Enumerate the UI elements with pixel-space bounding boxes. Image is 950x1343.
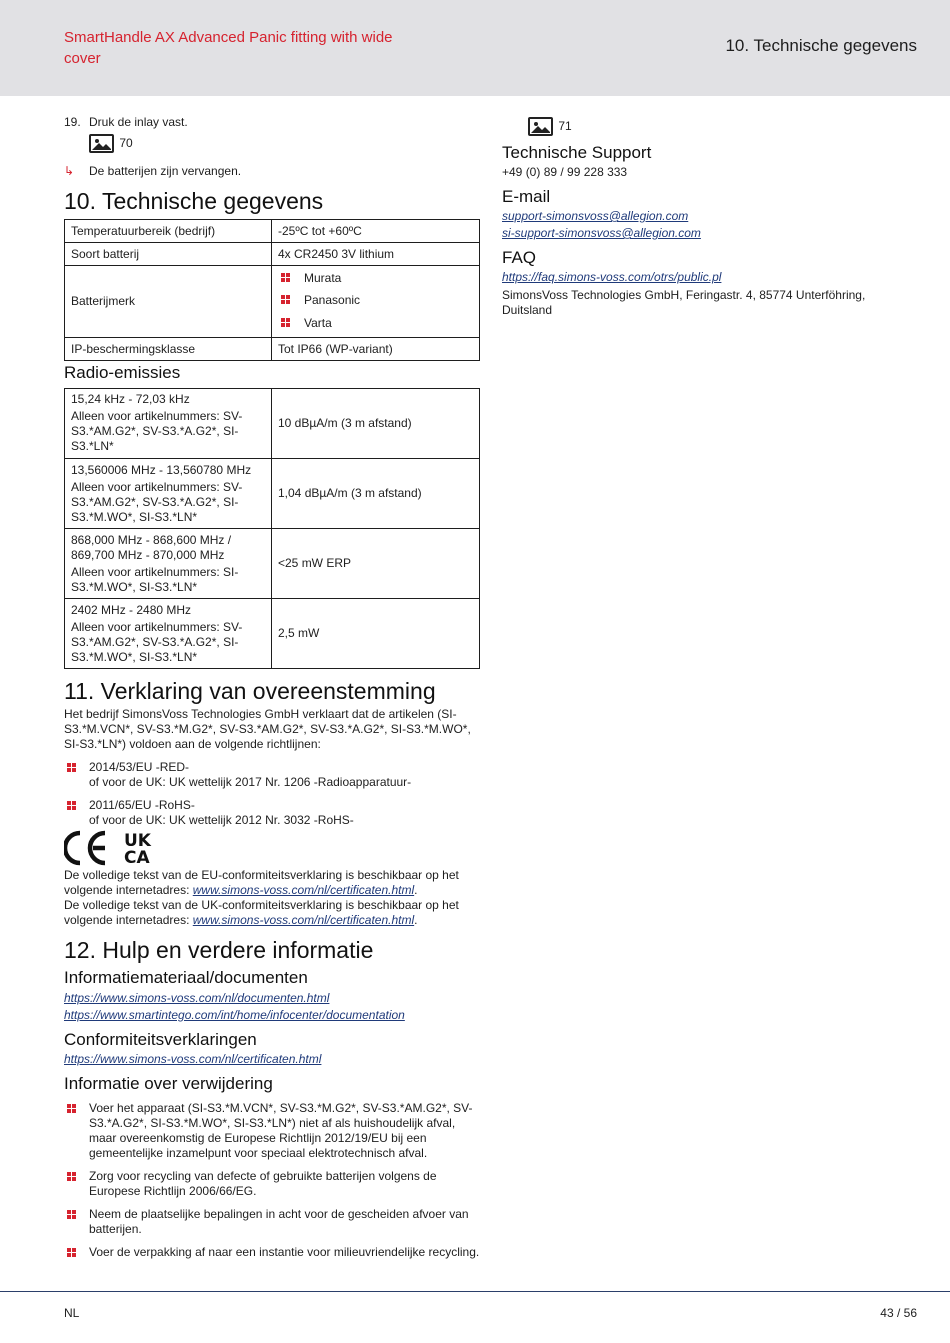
table-row bbox=[65, 599, 480, 669]
frequency-range: 15,24 kHz - 72,03 kHz bbox=[71, 392, 190, 406]
disposal-text: Neem de plaatselijke bepalingen in acht voor de gescheiden afvoer van batterijen. bbox=[89, 1207, 469, 1236]
ukca-top: UK bbox=[124, 831, 151, 851]
article-note: Alleen voor artikelnummers: SV-S3.*AM.G2*, SV-S3.*A.G2*, SI-S3.*LN* bbox=[71, 409, 243, 453]
disposal-text: Voer het apparaat (SI-S3.*M.VCN*, SV-S3.*M.G2*, SV-S3.*AM.G2*, SV-S3.*A.G2*, SI-S3.*M.WO*, SI-S3.*LN*) niet af als huishoudelijk afval, maar overeenkomstig de Europese Richtlijn 2012/19/EU bij een gemeentelijke inzamelpunt voor speciaal elektrotechnisch afval. bbox=[89, 1101, 473, 1160]
list-item bbox=[64, 1207, 480, 1237]
frequency-range: 13,560006 MHz - 13,560780 MHz bbox=[71, 462, 252, 477]
figure-ref-71 bbox=[528, 117, 572, 136]
support-title: Technische Support bbox=[502, 143, 652, 162]
ce-ukca-logo bbox=[64, 830, 159, 866]
brand-name: Varta bbox=[304, 316, 332, 330]
list-item bbox=[64, 1245, 480, 1260]
table-cell: Soort batterij bbox=[65, 243, 272, 266]
disposal-title: Informatie over verwijdering bbox=[64, 1074, 273, 1093]
disposal-list bbox=[64, 1101, 480, 1260]
section-12-title: 12. Hulp en verdere informatie bbox=[64, 937, 374, 963]
emission-value: <25 mW ERP bbox=[272, 529, 480, 599]
emission-value: 1,04 dBµA/m (3 m afstand) bbox=[272, 459, 480, 529]
frequency-cell bbox=[65, 459, 272, 529]
figure-number: 71 bbox=[558, 118, 572, 133]
figure-ref-70 bbox=[89, 134, 133, 153]
documents-link[interactable]: https://www.simons-voss.com/nl/documenten.html bbox=[64, 991, 330, 1005]
radio-emissions-title: Radio-emissies bbox=[64, 363, 181, 382]
table-cell: Temperatuurbereik (bedrijf) bbox=[65, 220, 272, 243]
conformity-intro: Het bedrijf SimonsVoss Technologies GmbH verklaart dat de artikelen (SI-S3.*M.VCN*, SV-S3.*M.G2*, SV-S3.*AM.G2*, SV-S3.*A.G2*, SI-S3.*M.WO*, SI-S3.*LN*) voldoen aan de volgende richtlijnen: bbox=[64, 707, 471, 751]
table-row bbox=[65, 338, 480, 361]
frequency-range: 868,000 MHz - 868,600 MHz / 869,700 MHz - 870,000 MHz bbox=[71, 532, 232, 562]
result-arrow-icon: ↳ bbox=[64, 164, 75, 178]
brand-name: Panasonic bbox=[304, 293, 361, 307]
bullet-icon bbox=[281, 318, 290, 327]
uk-text: De volledige tekst van de UK-conformiteitsverklaring is beschikbaar op het volgende internetadres: bbox=[64, 898, 459, 927]
directives-list bbox=[64, 760, 484, 828]
eu-text: De volledige tekst van de EU-conformiteitsverklaring is beschikbaar op het volgende internetadres: bbox=[64, 868, 459, 897]
period: . bbox=[414, 883, 418, 897]
table-row bbox=[65, 529, 480, 599]
support-email-link[interactable]: support-simonsvoss@allegion.com bbox=[502, 209, 689, 223]
frequency-cell bbox=[65, 389, 272, 459]
footer-divider bbox=[0, 1291, 950, 1292]
list-item bbox=[64, 760, 484, 790]
smartintego-docs-link[interactable]: https://www.smartintego.com/int/home/infocenter/documentation bbox=[64, 1008, 405, 1022]
email-title: E-mail bbox=[502, 187, 551, 206]
result-text: De batterijen zijn vervangen. bbox=[89, 164, 242, 178]
list-item bbox=[64, 798, 484, 828]
disposal-text: Zorg voor recycling van defecte of gebruikte batterijen volgens de Europese Richtlijn 2006/66/EG. bbox=[89, 1169, 437, 1198]
directive-code: 2011/65/EU -RoHS- bbox=[89, 798, 195, 812]
article-note: Alleen voor artikelnummers: SV-S3.*AM.G2*, SV-S3.*A.G2*, SI-S3.*M.WO*, SI-S3.*LN* bbox=[71, 619, 243, 664]
table-row bbox=[65, 220, 480, 243]
article-note: Alleen voor artikelnummers: SI-S3.*M.WO*, SI-S3.*LN* bbox=[71, 564, 239, 594]
conformity-title: Conformiteitsverklaringen bbox=[64, 1030, 257, 1049]
period: . bbox=[414, 913, 418, 927]
table-row bbox=[65, 459, 480, 529]
table-cell: 4x CR2450 3V lithium bbox=[272, 243, 480, 266]
chapter-title: 10. Technische gegevens bbox=[725, 36, 917, 55]
brand-list-cell bbox=[272, 266, 480, 338]
image-icon bbox=[528, 117, 553, 136]
bullet-icon bbox=[67, 1172, 76, 1181]
eu-cert-link[interactable]: www.simons-voss.com/nl/certificaten.html bbox=[192, 883, 415, 897]
step-text: Druk de inlay vast. bbox=[89, 115, 188, 129]
bullet-icon bbox=[67, 1210, 76, 1219]
list-item bbox=[278, 313, 473, 335]
figure-number: 70 bbox=[119, 135, 133, 150]
footer-language: NL bbox=[64, 1306, 80, 1320]
table-row bbox=[65, 266, 480, 338]
list-item bbox=[64, 1169, 480, 1199]
list-item bbox=[278, 268, 473, 290]
table-cell: -25ºC tot +60ºC bbox=[272, 220, 480, 243]
table-cell: IP-beschermingsklasse bbox=[65, 338, 272, 361]
table-cell: Tot IP66 (WP-variant) bbox=[272, 338, 480, 361]
section-11-title: 11. Verklaring van overeenstemming bbox=[64, 678, 436, 704]
eu-declaration-text bbox=[64, 868, 484, 898]
step-number: 19. bbox=[64, 115, 81, 129]
ukca-bottom: CA bbox=[124, 848, 150, 866]
bullet-icon bbox=[281, 295, 290, 304]
image-icon bbox=[89, 134, 114, 153]
bullet-icon bbox=[67, 1104, 76, 1113]
bullet-icon bbox=[67, 801, 76, 810]
directive-uk: of voor de UK: UK wettelijk 2012 Nr. 3032 -RoHS- bbox=[89, 813, 354, 827]
uk-cert-link[interactable]: www.simons-voss.com/nl/certificaten.html bbox=[192, 913, 415, 927]
section-10-title: 10. Technische gegevens bbox=[64, 188, 324, 214]
page-header bbox=[0, 0, 950, 96]
frequency-cell bbox=[65, 599, 272, 669]
tech-specs-table bbox=[64, 219, 480, 361]
brand-name: Murata bbox=[304, 271, 342, 285]
info-material-title: Informatiemateriaal/documenten bbox=[64, 968, 308, 987]
emission-value: 2,5 mW bbox=[272, 599, 480, 669]
disposal-text: Voer de verpakking af naar een instantie voor milieuvriendelijke recycling. bbox=[89, 1245, 480, 1259]
radio-emissions-table bbox=[64, 388, 480, 669]
directive-code: 2014/53/EU -RED- bbox=[89, 760, 190, 774]
si-support-email-link[interactable]: si-support-simonsvoss@allegion.com bbox=[502, 226, 701, 240]
faq-link[interactable]: https://faq.simons-voss.com/otrs/public.pl bbox=[502, 270, 722, 284]
frequency-range: 2402 MHz - 2480 MHz bbox=[71, 602, 192, 617]
list-item bbox=[64, 1101, 480, 1161]
certificates-link[interactable]: https://www.simons-voss.com/nl/certificaten.html bbox=[64, 1052, 322, 1066]
table-row bbox=[65, 389, 480, 459]
certification-marks bbox=[64, 830, 159, 866]
table-cell: Batterijmerk bbox=[65, 266, 272, 338]
bullet-icon bbox=[67, 1248, 76, 1257]
bullet-icon bbox=[281, 273, 290, 282]
page-number: 43 / 56 bbox=[880, 1306, 917, 1320]
faq-title: FAQ bbox=[502, 248, 537, 267]
list-item bbox=[278, 290, 473, 313]
support-phone: +49 (0) 89 / 99 228 333 bbox=[502, 165, 628, 179]
directive-uk: of voor de UK: UK wettelijk 2017 Nr. 1206 -Radioapparatuur- bbox=[89, 775, 412, 789]
uk-declaration-text bbox=[64, 898, 484, 928]
document-title: SmartHandle AX Advanced Panic fitting with wide cover bbox=[64, 29, 393, 67]
article-note: Alleen voor artikelnummers: SV-S3.*AM.G2*, SV-S3.*A.G2*, SI-S3.*M.WO*, SI-S3.*LN* bbox=[71, 479, 243, 524]
table-row bbox=[65, 243, 480, 266]
emission-value: 10 dBµA/m (3 m afstand) bbox=[272, 389, 480, 459]
company-address: SimonsVoss Technologies GmbH, Feringastr. 4, 85774 Unterföhring, Duitsland bbox=[502, 288, 866, 317]
frequency-cell bbox=[65, 529, 272, 599]
bullet-icon bbox=[67, 763, 76, 772]
